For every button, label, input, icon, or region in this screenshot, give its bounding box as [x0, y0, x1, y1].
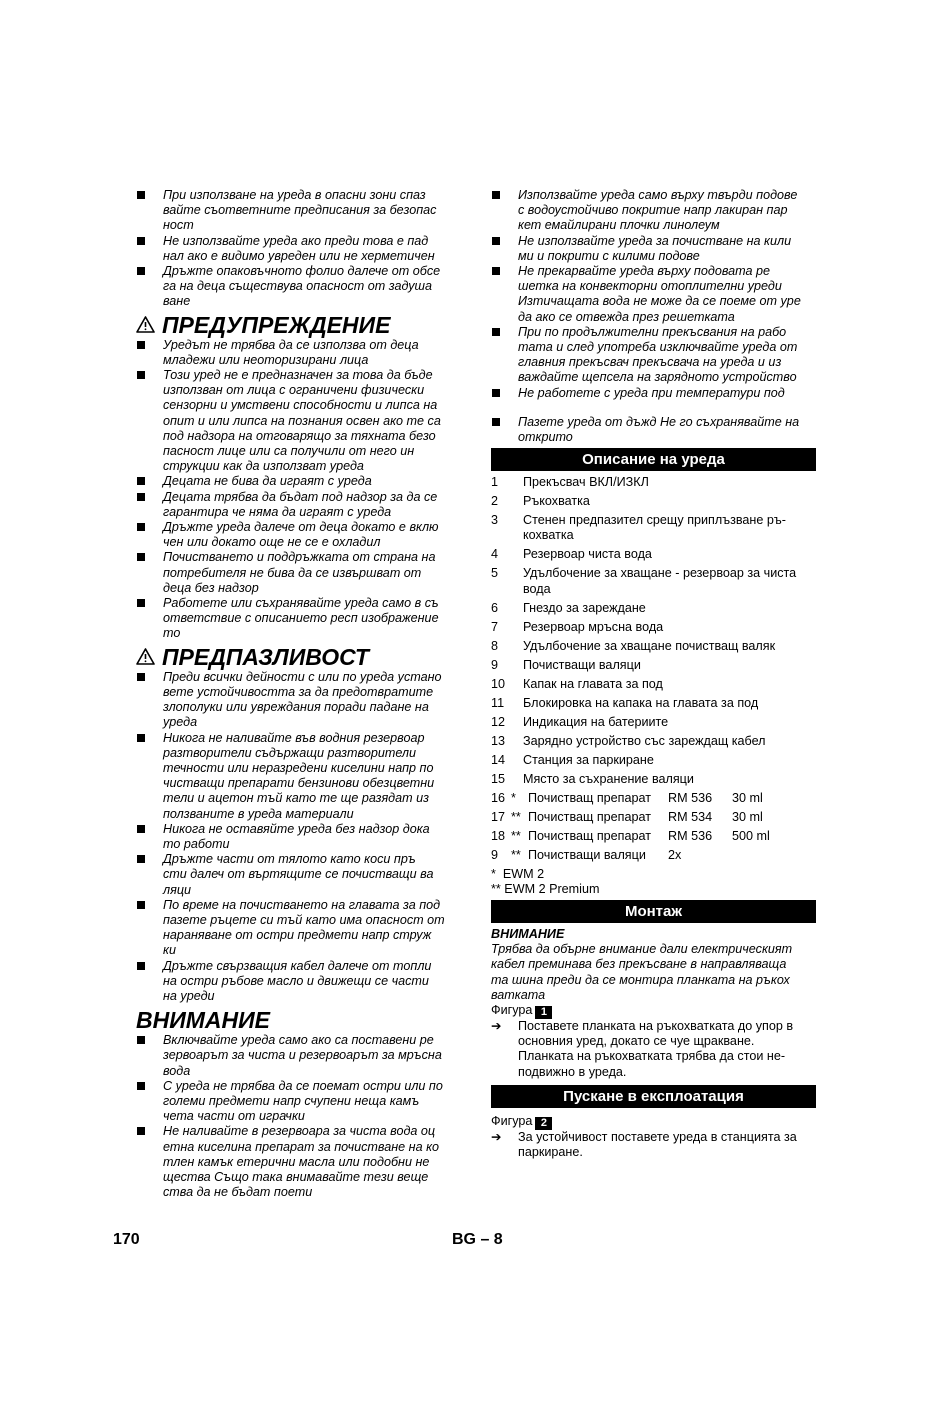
part-item [491, 547, 816, 562]
attention-heading [136, 1008, 459, 1032]
intro-bullet-item: При използване на уреда в опасни зони спаз вайте съответните предписания за безопас ност [136, 188, 459, 234]
part-label: Стенен предпазител срещу приплъзване ръ- кохватка [523, 513, 786, 543]
mount-step-text: Поставете планката на ръкохватката до упор в основния уред, докато се чуе щракване. Планката на ръкохватката трябва да стои не- подвижно в уреда. [518, 1019, 794, 1079]
intro-bullet-list [136, 188, 459, 310]
part-item [491, 475, 816, 490]
part-number: 6 [491, 600, 499, 615]
start-step [491, 1130, 816, 1160]
accessory-number: 17 [491, 809, 506, 824]
part-label: Ръкохватка [523, 494, 590, 509]
safety-bullet-item: Пазете уреда от дъжд Не го съхранявайте на открито [491, 415, 816, 445]
safety-bullet-item: Използвайте уреда само върху твърди подове с водоустойчиво покритие напр лакиран пар кет емайлирани плочки линолеум [491, 188, 816, 234]
part-label: Резервоар чиста вода [523, 547, 652, 562]
part-item [491, 715, 816, 730]
part-number: 3 [491, 513, 499, 528]
warning-bullet-item: Почистването и поддръжката от страна на потребителя не бива да се извършват от деца без надзор [136, 550, 459, 596]
description-section-header: Описание на уреда [491, 448, 816, 471]
attention-bullet-item: Не наливайте в резервоара за чиста вода оц етна киселина препарат за почистване на ко тлен камък етерични масла или подобни не щества Също така внимавайте тези веще ства да не бъдат поети [136, 1124, 459, 1200]
warning-bullet-item: Децата не бива да играят с уреда [136, 474, 459, 489]
figure-number-badge: 2 [535, 1117, 552, 1130]
intro-bullet-item: Дръжте опаковъчното фолио далече от обсе га на деца съществува опасност от задуша ване [136, 264, 459, 310]
part-number: 11 [491, 695, 505, 710]
warning-bullet-item: Работете или съхранявайте уреда само в съ ответствие с описанието респ изображение то [136, 596, 459, 642]
safety-bullet-item: Не работете с уреда при температури под [491, 386, 816, 401]
warning-bullet-item: Уредът не трябва да се използва от деца младежи или неоторизирани лица [136, 338, 459, 368]
part-item [491, 566, 816, 596]
attention-bullet-item: Включвайте уреда само ако са поставени ре зервоарът за чиста и резервоарът за мръсна вода [136, 1033, 459, 1079]
caution-bullet-list [136, 670, 459, 1004]
part-number: 12 [491, 714, 506, 729]
warning-triangle-icon [136, 316, 155, 333]
accessory-code: RM 536 [668, 828, 713, 843]
right-column [491, 188, 816, 1160]
warning-bullet-item: Този уред не е предназначен за това да бъде използван от лица с ограничени физически сензорни и умствени способности и липса на опит и или липса на познания освен ако те са под надзора на отговарящо за тяхната безо пасност лице или са получили от него ин струкции как да използват уреда [136, 368, 459, 474]
accessory-item [491, 791, 816, 806]
safety-bullet-item: Не използвайте уреда за почистване на кили ми и покрити с килими подове [491, 234, 816, 264]
accessory-number: 18 [491, 828, 506, 843]
page-number: 170 [113, 1231, 140, 1248]
part-label: Блокировка на капака на главата за под [523, 695, 759, 710]
caution-bullet-item: Преди всички дейности с или по уреда устано вете устойчивостта за да предотвратите злополуки или увреждания поради падане на уреда [136, 670, 459, 731]
part-label: Удълбочение за хващане почистващ валяк [523, 638, 776, 653]
mount-caution-title: ВНИМАНИЕ [491, 927, 565, 942]
part-number: 5 [491, 566, 499, 581]
accessories-list [491, 791, 816, 863]
part-label: Зарядно устройство със зареждащ кабел [523, 733, 766, 748]
warning-triangle-icon [136, 648, 155, 665]
accessory-name: Почистващ препарат [528, 809, 652, 824]
attention-bullet-list [136, 1033, 459, 1200]
warning-heading [136, 313, 459, 337]
part-number: 4 [491, 547, 499, 562]
part-item [491, 620, 816, 635]
part-item [491, 772, 816, 787]
start-figure-reference [491, 1114, 816, 1130]
part-item [491, 753, 816, 768]
part-item [491, 734, 816, 749]
part-number: 10 [491, 676, 506, 691]
part-label: Място за съхранение валяци [523, 771, 694, 786]
accessory-item [491, 829, 816, 844]
part-label: Резервоар мръсна вода [523, 619, 664, 634]
accessory-code: RM 536 [668, 790, 713, 805]
arrow-right-icon: ➔ [491, 1019, 502, 1034]
accessory-quantity: 30 ml [732, 809, 763, 824]
accessory-name: Почистващи валяци [528, 847, 646, 862]
part-label: Капак на главата за под [523, 676, 663, 691]
accessory-code: 2x [668, 847, 682, 862]
figure-number-badge: 1 [535, 1006, 552, 1019]
attention-title: ВНИМАНИЕ [136, 1007, 271, 1034]
accessory-mark: ** [511, 847, 521, 862]
footnote-ewm2-premium: ** EWM 2 Premium [491, 881, 600, 896]
accessory-mark: * [511, 790, 516, 805]
mount-figure-reference [491, 1003, 816, 1019]
safety-bullet-item: Не прекарвайте уреда върху подовата ре шетка на конвекторни отоплителни уреди Изтичащата вода не може да се поеме от уре да ако се отвежда през решетката [491, 264, 816, 325]
mount-section-header: Монтаж [491, 900, 816, 923]
accessory-quantity: 30 ml [732, 790, 763, 805]
caution-heading [136, 645, 459, 669]
part-label: Прекъсвач ВКЛ/ИЗКЛ [523, 475, 649, 490]
part-number: 9 [491, 657, 499, 672]
caution-bullet-item: Никога не оставяйте уреда без надзор дока то работи [136, 822, 459, 852]
accessory-number: 16 [491, 790, 506, 805]
accessory-quantity [732, 848, 792, 863]
accessory-mark: ** [511, 809, 521, 824]
intro-bullet-item: Не използвайте уреда ако преди това е пад нал ако е видимо увреден или не херметичен [136, 234, 459, 264]
footnote-ewm2: * EWM 2 [491, 866, 545, 881]
accessory-mark: ** [511, 828, 521, 843]
part-item [491, 696, 816, 711]
page-code: BG – 8 [452, 1231, 503, 1248]
arrow-right-icon: ➔ [491, 1129, 502, 1144]
part-item [491, 639, 816, 654]
accessory-item [491, 848, 816, 863]
caution-bullet-item: Дръжте части от тялото като коси пръ сти далеч от въртящите се почистващи ва ляци [136, 852, 459, 898]
left-column [136, 188, 459, 1200]
start-step-text: За устойчивост поставете уреда в станцията за паркиране. [518, 1129, 797, 1160]
warning-title: ПРЕДУПРЕЖДЕНИЕ [162, 311, 391, 338]
part-number: 14 [491, 752, 506, 767]
caution-title: ПРЕДПАЗЛИВОСТ [162, 643, 369, 670]
caution-bullet-item: Дръжте свързващия кабел далече от топли на остри ръбове масло и движещи се части на уреди [136, 959, 459, 1005]
part-label: Гнездо за зареждане [523, 600, 646, 615]
part-item [491, 677, 816, 692]
warning-bullet-item: Децата трябва да бъдат под надзор за да се гарантира че няма да играят с уреда [136, 490, 459, 520]
accessory-name: Почистващ препарат [528, 790, 652, 805]
part-item [491, 658, 816, 673]
attention-bullet-item: С уреда не трябва да се поемат остри или по големи предмети напр счупени неща камъ чета части от играчки [136, 1079, 459, 1125]
part-item [491, 513, 816, 543]
accessory-code: RM 534 [668, 809, 713, 824]
accessory-name: Почистващ препарат [528, 828, 652, 843]
figure-label: Фигура [491, 1003, 533, 1018]
part-number: 8 [491, 638, 499, 653]
caution-bullet-item: Никога не наливайте във водния резервоар разтворители съдържащи разтворители течности или неразредени киселини напр по чистващи препарати бензинови обезцветни тели и ацетон тъй като те ще разядат из ползваните в уреда материали [136, 731, 459, 822]
part-number: 2 [491, 494, 499, 509]
accessory-number: 9 [491, 847, 499, 862]
safety-bullet-item: При по продължителни прекъсвания на рабо тата и след употреба изключвайте уреда от главния прекъсвач прекъсвача на уреда и из важдайте щепсела на зарядното устройство [491, 325, 816, 386]
start-section-header: Пускане в експлоатация [491, 1085, 816, 1108]
safety-bullet-list [491, 188, 816, 445]
warning-bullet-list [136, 338, 459, 642]
mount-caution-text: Трябва да обърне внимание дали електрическият кабел преминава без прекъсване в направляваща та шина преди да се монтира планката на ръкох ватката [491, 942, 793, 1002]
part-item [491, 601, 816, 616]
part-number: 7 [491, 619, 499, 634]
caution-bullet-item: По време на почистването на главата за под пазете ръцете си тъй като има опасност от нараняване от остри предмети напр струж ки [136, 898, 459, 959]
part-label: Почистващи валяци [523, 657, 641, 672]
accessory-quantity: 500 ml [732, 828, 770, 843]
part-number: 13 [491, 733, 506, 748]
part-label: Индикация на батериите [523, 714, 669, 729]
accessory-item [491, 810, 816, 825]
figure-label: Фигура [491, 1113, 533, 1128]
part-number: 1 [491, 475, 499, 490]
part-item [491, 494, 816, 509]
part-label: Удълбочение за хващане - резервоар за чиста вода [523, 566, 797, 596]
part-label: Станция за паркиране [523, 752, 654, 767]
warning-bullet-item: Дръжте уреда далече от деца докато е вклю чен или докато още не се е охладил [136, 520, 459, 550]
mount-step [491, 1019, 816, 1080]
part-number: 15 [491, 771, 506, 786]
parts-list [491, 475, 816, 787]
